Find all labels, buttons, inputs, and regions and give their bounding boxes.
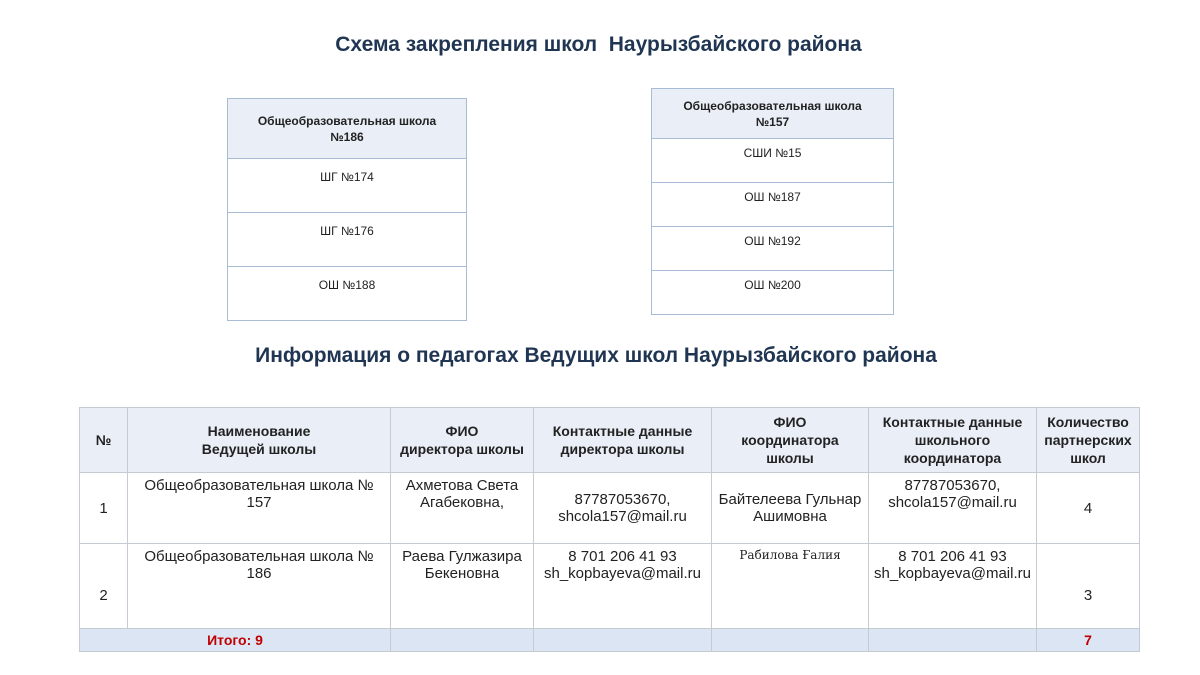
- director-name: Раева Гулжазира Бекеновна: [391, 544, 534, 629]
- school-name: Общеобразовательная школа № 157: [128, 473, 391, 544]
- partner-school-cell: ШГ №174: [228, 159, 467, 213]
- partner-school-cell: ОШ №188: [228, 267, 467, 321]
- school-186-scheme-table: [227, 98, 467, 321]
- header-num: №: [80, 408, 128, 473]
- director-contacts: 8 701 206 41 93 sh_kopbayeva@mail.ru: [534, 544, 712, 629]
- total-row: [80, 629, 1140, 652]
- school-157-scheme-table: [651, 88, 894, 315]
- header-director-contacts: Контактные данные директора школы: [534, 408, 712, 473]
- table-row: [80, 473, 1140, 544]
- partner-count: 4: [1037, 473, 1140, 544]
- school-name: Общеобразовательная школа № 186: [128, 544, 391, 629]
- school-186-header: Общеобразовательная школа №186: [228, 99, 467, 159]
- partner-school-cell: ОШ №200: [652, 271, 894, 315]
- coordinator-name: Байтелеева Гульнар Ашимовна: [712, 473, 869, 544]
- leading-schools-table: [79, 407, 1140, 652]
- table-header-row: [80, 408, 1140, 473]
- partner-school-cell: ШГ №176: [228, 213, 467, 267]
- partner-school-cell: ОШ №192: [652, 227, 894, 271]
- school-157-header: Общеобразовательная школа №157: [652, 89, 894, 139]
- teachers-info-title: Информация о педагогах Ведущих школ Наурызбайского района: [255, 344, 937, 367]
- partner-count: 3: [1037, 544, 1140, 629]
- header-partner-count: Количество партнерских школ: [1037, 408, 1140, 473]
- coordinator-contacts: 87787053670, shcola157@mail.ru: [869, 473, 1037, 544]
- header-school-name: Наименование Ведущей школы: [128, 408, 391, 473]
- header-coordinator-name: ФИО координатора школы: [712, 408, 869, 473]
- scheme-title: Схема закрепления школ Наурызбайского района: [335, 33, 862, 56]
- partner-school-cell: ОШ №187: [652, 183, 894, 227]
- director-contacts: 87787053670, shcola157@mail.ru: [534, 473, 712, 544]
- header-coordinator-contacts: Контактные данные школьного координатора: [869, 408, 1037, 473]
- total-count: 7: [1037, 629, 1140, 652]
- total-label: Итого: 9: [80, 629, 391, 652]
- director-name: Ахметова Света Агабековна,: [391, 473, 534, 544]
- coordinator-contacts: 8 701 206 41 93 sh_kopbayeva@mail.ru: [869, 544, 1037, 629]
- row-num: 1: [80, 473, 128, 544]
- row-num: 2: [80, 544, 128, 629]
- partner-school-cell: СШИ №15: [652, 139, 894, 183]
- header-director-name: ФИО директора школы: [391, 408, 534, 473]
- coordinator-name: Рабилова Ғалия: [712, 544, 869, 629]
- table-row: [80, 544, 1140, 629]
